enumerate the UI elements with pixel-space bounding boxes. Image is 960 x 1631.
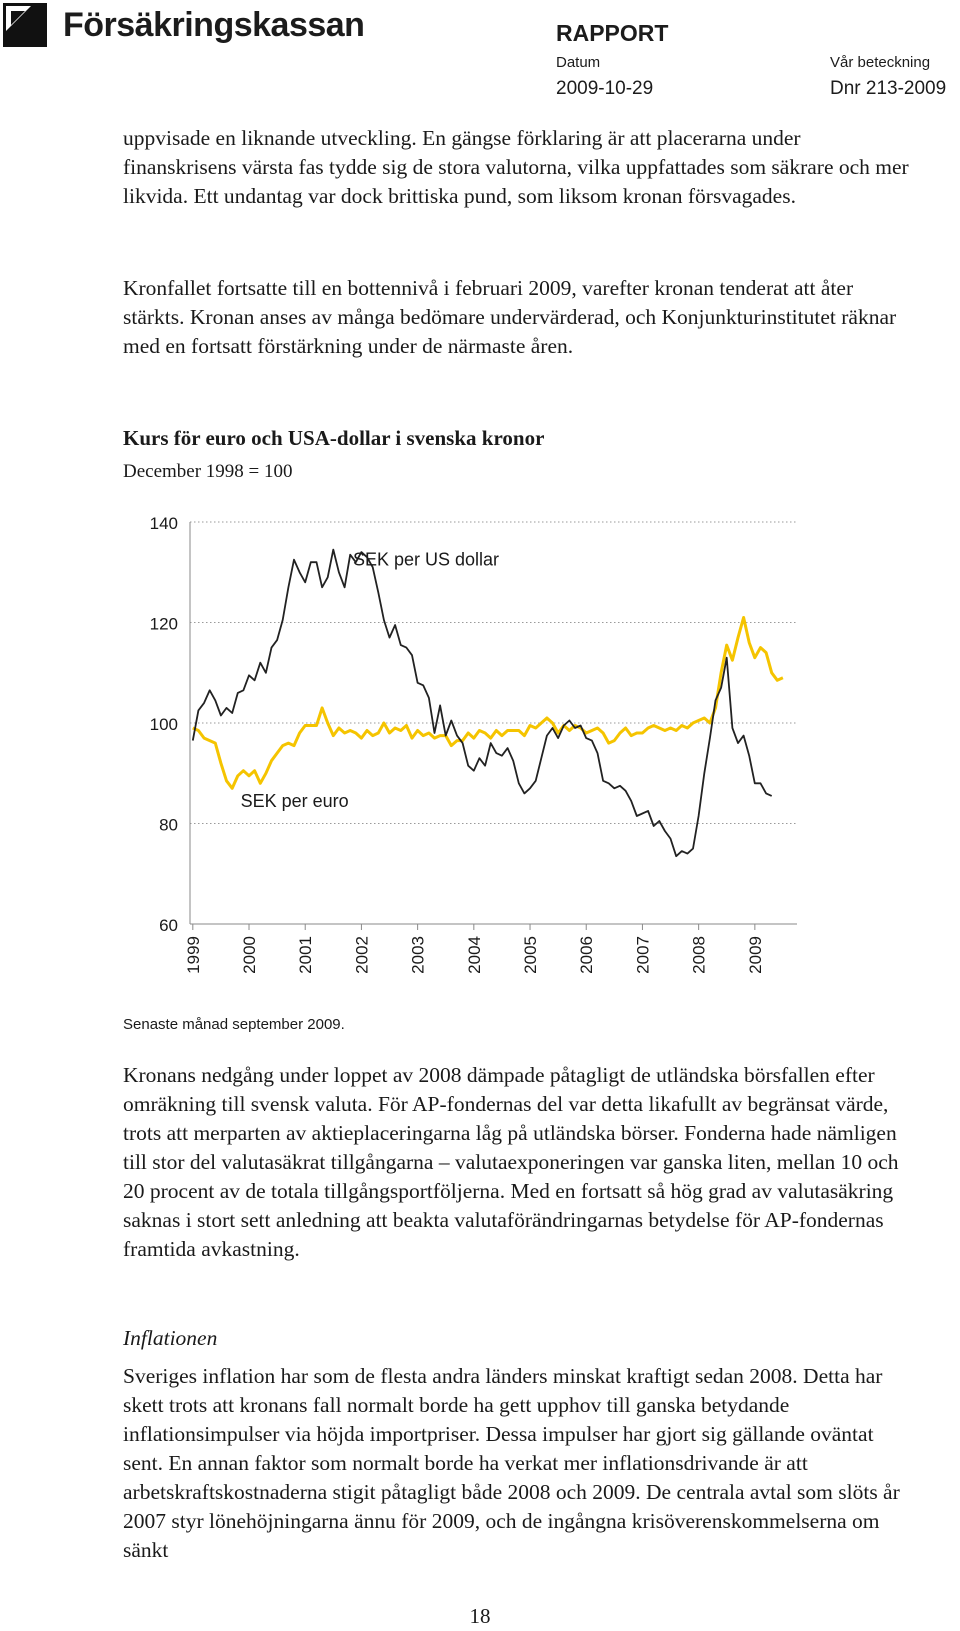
- chart-title: Kurs för euro och USA-dollar i svenska kronor: [123, 426, 545, 450]
- x-tick-label: 2006: [577, 936, 597, 974]
- y-tick-label: 140: [149, 514, 178, 533]
- x-tick-label: 2008: [689, 936, 709, 974]
- date-label: Datum: [556, 54, 601, 71]
- report-type: RAPPORT: [556, 20, 669, 46]
- x-tick-label: 2009: [745, 936, 765, 974]
- y-tick-label: 120: [149, 614, 178, 634]
- reference-label: Vår beteckning: [830, 54, 931, 71]
- x-tick-label: 2000: [240, 936, 260, 974]
- y-tick-label: 60: [159, 916, 178, 935]
- series-line-sek-per-euro: [193, 618, 783, 789]
- x-tick-label: 2007: [633, 936, 653, 974]
- y-tick-label: 100: [149, 715, 178, 734]
- paragraph-3: Kronans nedgång under loppet av 2008 dämpade påtagligt de utländska börsfallen efter omräkning till svensk valuta. För AP-fondernas del var detta likafullt av begränsat värde, trots att merparten av aktieplaceringarna låg på utländska börser. Fonderna hade nämligen till stor del valutasäkrat tillgångarna – valutaexponeringen var ganska liten, mellan 10 och 20 procent av de totala tillgångsportföljerna. Med en fortsatt så hög grad av valutasäkring saknas i stort sett anledning att beakta valutaförändringarnas betydelse för AP-fondernas framtida avkastning.: [123, 1063, 899, 1261]
- series-label: SEK per euro: [240, 790, 349, 811]
- section-heading: Inflationen: [123, 1326, 218, 1350]
- x-tick-label: 1999: [183, 936, 203, 974]
- chart-source-note: Senaste månad september 2009.: [123, 1016, 345, 1033]
- page-number: 18: [469, 1604, 491, 1628]
- x-tick-label: 2002: [352, 936, 372, 974]
- series-label: SEK per US dollar: [352, 549, 500, 570]
- x-tick-label: 2005: [521, 936, 541, 974]
- chart-subtitle: December 1998 = 100: [123, 461, 293, 482]
- paragraph-1: uppvisade en liknande utveckling. En gängse förklaring är att placerarna under finanskrisens värsta fas tydde sig de stora valutorna, vilka uppfattades som säkrare och mer likvida. Ett undantag var dock brittiska pund, som liksom kronan försvagades.: [123, 126, 909, 208]
- x-tick-label: 2004: [464, 936, 484, 974]
- logo-text: Försäkringskassan: [63, 5, 365, 44]
- x-tick-label: 2001: [296, 936, 316, 974]
- date-value: 2009-10-29: [556, 78, 654, 99]
- x-tick-label: 2003: [408, 936, 428, 974]
- paragraph-2: Kronfallet fortsatte till en bottennivå i februari 2009, varefter kronan tenderat att åter stärkts. Kronan anses av många bedömare undervärderad, och Konjunkturinstitutet räknar med en fortsatt förstärkning under de närmaste åren.: [123, 276, 897, 358]
- reference-value: Dnr 213-2009: [830, 78, 947, 99]
- paragraph-4: Sveriges inflation har som de flesta andra länders minskat kraftigt sedan 2008. Detta har skett trots att kronans fall normalt borde ha gett upphov till ganska betydande inflationsimpulser via höjda importpriser. Dessa impulser har gjort sig gällande oväntat sent. En annan faktor som normalt borde ha verkat mer inflationsdrivande är att arbetskraftskostnaderna stigit påtagligt både 2008 och 2009. De centrala avtal som slöts år 2007 styr lönehöjningarna ännu för 2009, och de ingångna krisöverenskommelserna om sänkt: [123, 1364, 900, 1562]
- y-tick-label: 80: [159, 815, 178, 835]
